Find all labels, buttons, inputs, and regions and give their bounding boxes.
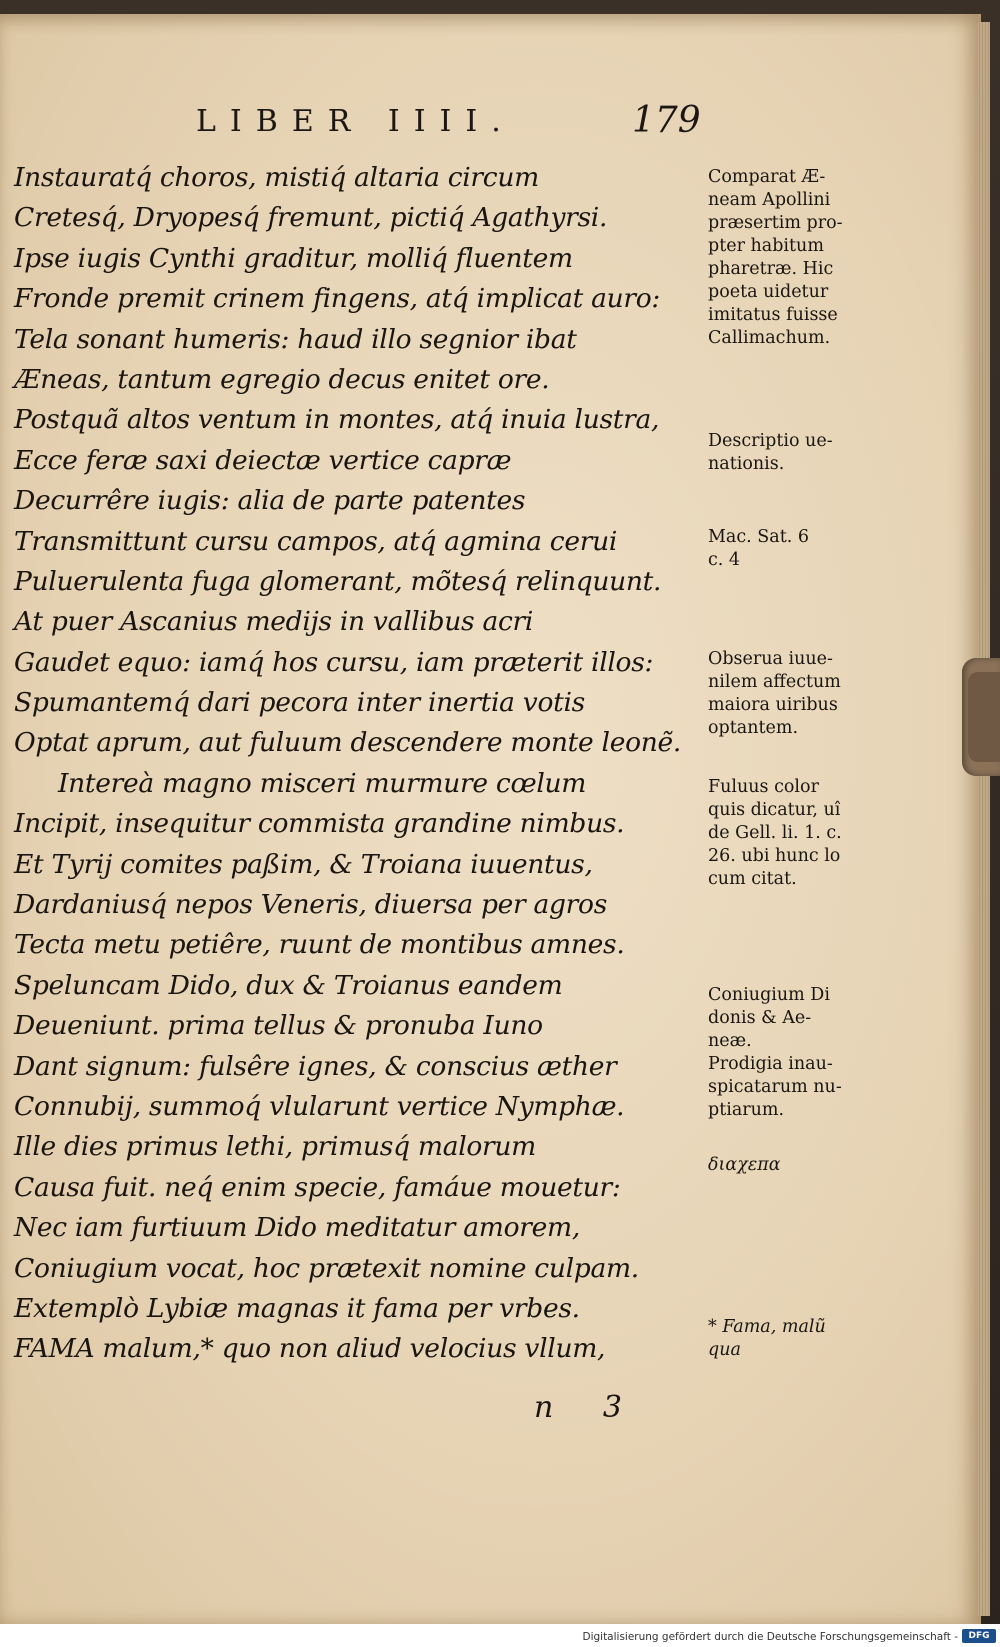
margin-note-fuluus: Fuluus color quis dicatur, uî de Gell. li. 1. c. 26. ubi hunc lo cum citat. <box>708 777 842 889</box>
verse-line: Deueniunt. prima tellus & pronuba Iuno <box>14 1010 543 1042</box>
verse-line: Extemplò Lybiæ magnas it fama per vrbes. <box>14 1292 580 1324</box>
signature-mark: n 3 <box>534 1390 642 1425</box>
verse-line: Puluerulenta fuga glomerant, mõtesq́ relinquunt. <box>14 565 662 597</box>
verse-line: Instauratq́ choros, mistiq́ altaria circum <box>14 162 539 193</box>
margin-note-venatio: Descriptio ue- nationis. <box>708 431 833 474</box>
verse-line: Intereà magno misceri murmure cœlum <box>58 767 587 799</box>
verse-line: Postquã altos ventum in montes, atq́ inuia lustra, <box>14 404 660 436</box>
verse-line: Tecta metu petiêre, ruunt de montibus amnes. <box>14 929 625 961</box>
verse-line: Tela sonant humeris: haud illo segnior ibat <box>14 323 577 355</box>
verse-line: Gaudet equo: iamq́ hos cursu, iam præterit illos: <box>14 646 654 678</box>
page-edge <box>978 22 990 1616</box>
margin-note-iuuenilem: Obserua iuue- nilem affectum maiora uiribus optantem. <box>708 649 841 738</box>
verse-line: Ille dies primus lethi, primusq́ malorum <box>14 1131 537 1163</box>
verse-line: Optat aprum, aut fuluum descendere monte leonẽ. <box>14 727 682 759</box>
verse-line: Causa fuit. neq́ enim specie, famáue mouetur: <box>14 1171 621 1203</box>
page-number: 179 <box>632 100 701 141</box>
verse-line: Dardaniusq́ nepos Veneris, diuersa per agros <box>14 889 607 921</box>
verse-line: Ipse iugis Cynthi graditur, molliq́ fluentem <box>14 242 573 274</box>
verse-line: Decurrêre iugis: alia de parte patentes <box>14 485 526 517</box>
margin-note-macrobius: Mac. Sat. 6 c. 4 <box>708 527 809 570</box>
verse-line: Incipit, insequitur commista grandine nimbus. <box>14 808 625 840</box>
margin-note-fama: * Fama, malũ qua <box>708 1317 826 1360</box>
verse-line: Transmittunt cursu campos, atq́ agmina cerui <box>14 525 618 557</box>
verse-line: Et Tyrij comites paßim, & Troiana iuuentus, <box>14 848 593 880</box>
verse-line: At puer Ascanius medijs in vallibus acri <box>14 606 534 638</box>
margin-note-coniugium: Coniugium Di donis & Ae- neæ. Prodigia inau- spicatarum nu- ptiarum. <box>708 985 842 1120</box>
verse-line: Ecce feræ saxi deiectæ vertice capræ <box>14 444 512 476</box>
verse-line: Connubij, summoq́ vlularunt vertice Nymphæ. <box>14 1090 625 1122</box>
verse-line: Spumantemq́ dari pecora inter inertia votis <box>14 687 585 719</box>
verse-line: Æneas, tantum egregio decus enitet ore. <box>14 363 550 395</box>
verse-line: Speluncam Dido, dux & Troianus eandem <box>14 969 563 1001</box>
verse-line: Nec iam furtiuum Dido meditatur amorem, <box>14 1212 580 1244</box>
margin-note-greek: διαχεπα <box>708 1155 781 1175</box>
running-head: LIBER IIII. <box>196 104 515 139</box>
verse-line: Fronde premit crinem fingens, atq́ implicat auro: <box>14 283 661 315</box>
verse-line: FAMA malum,* quo non aliud velocius vllum, <box>14 1333 606 1365</box>
verse-text <box>14 158 694 1370</box>
verse-line: Coniugium vocat, hoc prætexit nomine culpam. <box>14 1252 639 1284</box>
margin-note-apollo: Comparat Æ- neam Apollini præsertim pro- pter habitum pharetræ. Hic poeta uidetur imitatus fuisse Callimachum. <box>708 167 843 348</box>
margin-notes <box>708 0 978 1600</box>
footer-credit: Digitalisierung gefördert durch die Deutsche Forschungsgemeinschaft - <box>582 1631 958 1643</box>
verse-line: Cretesq́, Dryopesq́ fremunt, pictiq́ Agathyrsi. <box>14 202 608 234</box>
dfg-logo: DFG <box>962 1629 996 1643</box>
verse-line: Dant signum: fulsêre ignes, & conscius æther <box>14 1050 617 1082</box>
